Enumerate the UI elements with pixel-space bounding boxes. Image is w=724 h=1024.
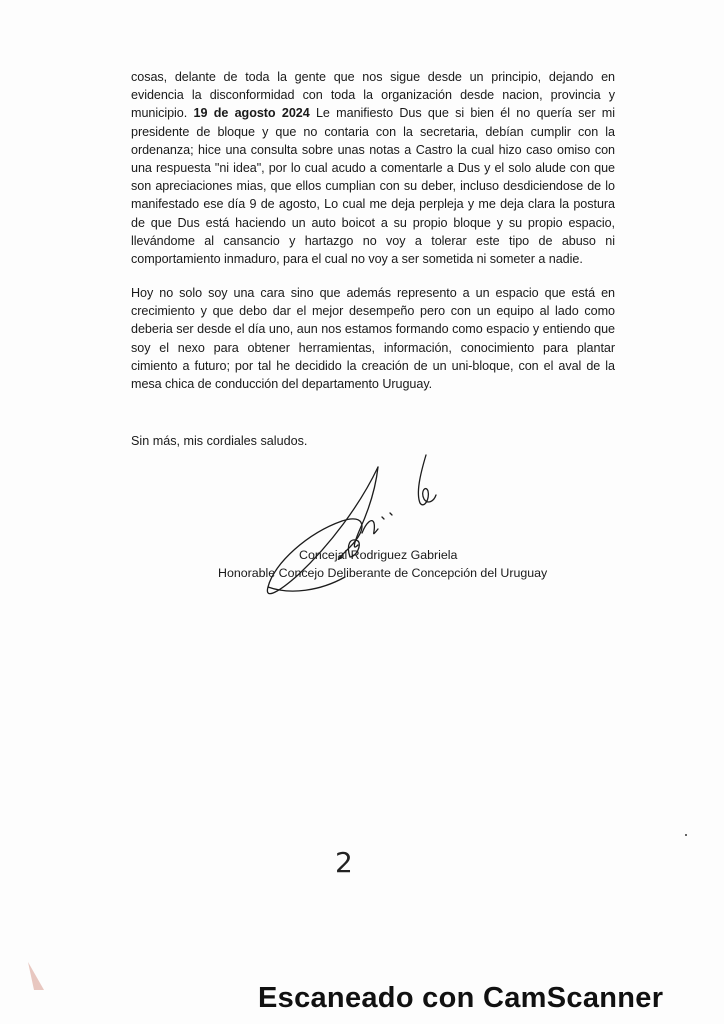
page-number: 2 [335,846,353,879]
signer-name: Concejal Rodriguez Gabriela [299,548,458,562]
paragraph-1-text-end: Le manifiesto Dus que si bien él no quería ser mi presidente de bloque y que no contaria con la secretaria, debían cumplir con la ordenanza; hice una consulta sobre unas notas a Castro la cual hizo caso omiso con una respuesta "ni idea", por lo cual acudo a comentarle a Dus y el solo alude con que son apreciaciones mias, que ellos cumplian con su deber, incluso desdiciendose de lo manifestado ese día 9 de agosto, Lo cual me deja perpleja y me deja clara la postura de que Dus está haciendo un auto boicot a su propio bloque y su propio espacio, llevándome al cansancio y hartazgo no voy a tolerar este tipo de abuso ni comportamiento inmaduro, para el cual no voy a ser sometida ni someter a nadie. [131,106,615,267]
paragraph-1-text-start: cosas, delante de toda la gente que nos sigue desde un principio, dejando en evidencia la disconformidad con toda la organización desde nacion, provincia y municipio. [131,70,615,121]
handwritten-signature [250,445,470,610]
scan-speck [685,834,687,836]
scan-corner-mark [22,962,52,992]
body-paragraph-2: Hoy no solo soy una cara sino que además represento a un espacio que está en crecimiento y que debo dar el mejor desempeño pero con un equipo al lado como deberia ser desde el día uno, aun nos estamos formando como espacio y entiendo que soy el nexo para obtener herramientas, información, conocimiento para plantar cimiento a futuro; por tal he decidido la creación de un uni-bloque, con el aval de la mesa chica de conducción del departamento Uruguay. [131,286,615,392]
scanner-watermark: Escaneado con CamScanner [258,982,664,1014]
date-highlight: 19 de agosto 2024 [193,106,310,121]
signer-institution: Honorable Concejo Deliberante de Concepción del Uruguay [218,566,548,580]
body-paragraph-1 [131,68,615,268]
closing-salutation: Sin más, mis cordiales saludos. [131,434,308,448]
